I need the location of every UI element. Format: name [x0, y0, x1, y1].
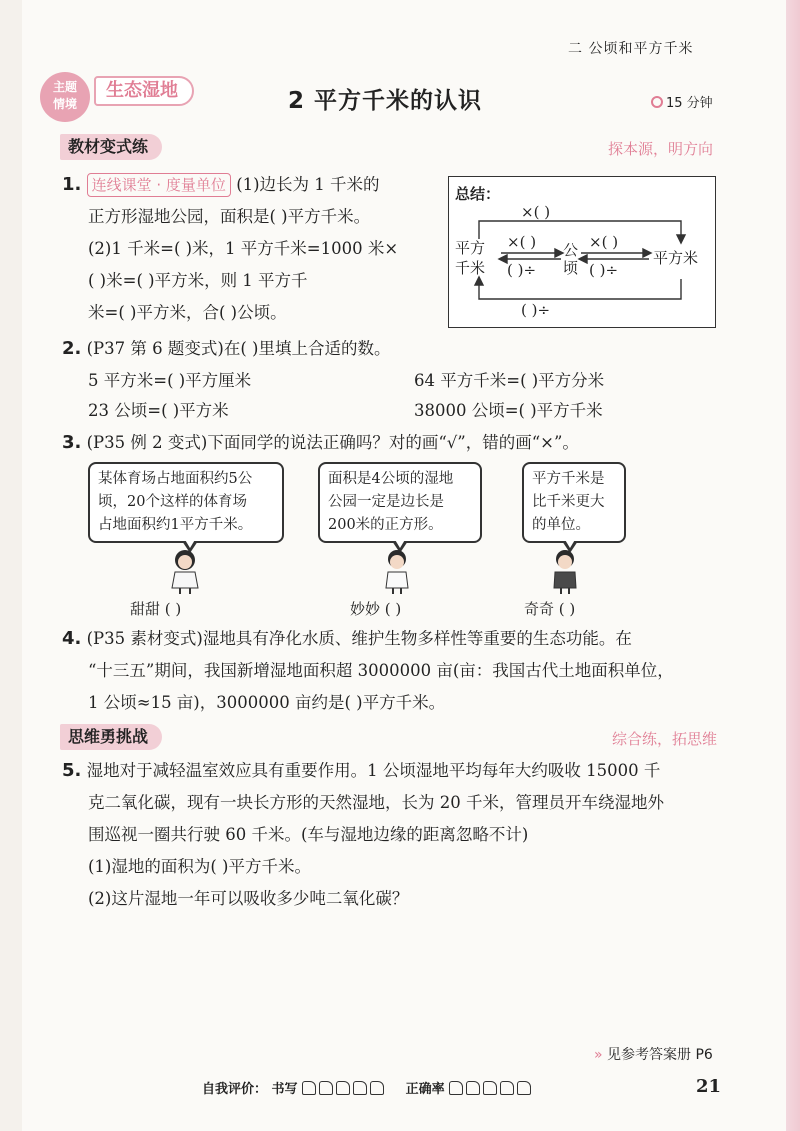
top-arrow-head	[677, 235, 685, 243]
question-2-stem: (P37 第 6 题变式)在( )里填上合适的数。	[86, 339, 391, 358]
question-5-sub-1: (1)湿地的面积为( )平方千米。	[88, 857, 311, 876]
question-5-text-2: 克二氧化碳，现有一块长方形的天然湿地，长为 20 千米，管理员开车绕湿地外	[88, 793, 664, 812]
double-chevron-icon: »	[594, 1047, 603, 1063]
bubble-2-line-2: 公园一定是边长是	[328, 494, 444, 510]
section-hint-2: 综合练，拓思维	[612, 730, 718, 748]
bottom-arrow-line	[479, 279, 681, 299]
question-1-text-4: ( )米=( )平方米，则 1 平方千	[88, 271, 308, 290]
bubble-3-line-3: 的单位。	[532, 517, 590, 533]
summary-left-unit-2: 千米	[455, 259, 486, 277]
question-2-item-4: 38000 公顷=( )平方千米	[414, 401, 603, 420]
bubble-3-line-1: 平方千米是	[532, 471, 605, 487]
question-5-sub-2: (2)这片湿地一年可以吸收多少吨二氧化碳？	[88, 889, 409, 908]
question-2-item-3: 23 公顷=( )平方米	[88, 401, 229, 420]
question-3-stem: (P35 例 2 变式)下面同学的说法正确吗？对的画“√”，错的画“×”。	[86, 433, 579, 452]
page-number: 21	[696, 1076, 722, 1097]
question-1-text-5: 米=( )平方米，合( )公顷。	[88, 303, 287, 322]
question-1-text-2: 正方形湿地公园，面积是( )平方千米。	[88, 207, 371, 226]
kid-label-miaomiao: 妙妙 ( )	[350, 600, 402, 618]
speech-bubble-1	[88, 462, 284, 543]
running-head: 二 公顷和平方千米	[568, 41, 694, 57]
question-5-text-3: 围巡视一圈共行驶 60 千米。(车与湿地边缘的距离忽略不计)	[88, 825, 529, 844]
clock-icon	[651, 96, 663, 108]
thumb-icon[interactable]	[336, 1081, 350, 1095]
question-1-tag: 连线课堂 · 度量单位	[87, 173, 231, 197]
question-5-number: 5.	[62, 760, 82, 781]
thumb-icon[interactable]	[500, 1081, 514, 1095]
self-evaluation	[202, 1078, 534, 1097]
lesson-title: 2 平方千米的认识	[288, 88, 483, 114]
summary-left-unit-1: 平方	[455, 239, 486, 257]
topic-badge	[40, 72, 90, 122]
girl-miaomiao-illustration	[380, 548, 414, 594]
question-4-text-1: (P35 素材变式)湿地具有净化水质、维护生物多样性等重要的生态功能。在	[86, 629, 632, 648]
question-1-text-1: (1)边长为 1 千米的	[236, 175, 380, 194]
question-2-number: 2.	[62, 338, 82, 359]
question-1-text-3: (2)1 千米=( )米，1 平方千米=1000 米×	[88, 239, 399, 258]
bubble-1-line-3: 占地面积约1平方千米。	[98, 517, 253, 533]
bottom-arrow-head	[475, 277, 483, 285]
kid-label-tiantian: 甜甜 ( )	[130, 600, 182, 618]
section-title-1: 教材变式练	[60, 134, 162, 160]
bubble-1-line-1: 某体育场占地面积约5公	[98, 471, 253, 487]
section-hint-1: 探本源，明方向	[608, 140, 714, 158]
question-2-stem-row	[62, 334, 390, 364]
topic-badge-line1: 主题	[52, 80, 77, 94]
accuracy-label: 正确率	[405, 1082, 445, 1097]
summary-box	[448, 176, 716, 328]
question-1-line-1	[62, 170, 380, 200]
girl-tiantian-illustration	[168, 548, 202, 594]
bubble-3-line-2: 比千米更大	[532, 494, 605, 510]
bubble-1-line-2: 顷，20个这样的体育场	[98, 494, 247, 510]
question-4-text-2: “十三五”期间，我国新增湿地面积超 3000000 亩(亩：我国古代土地面积单位，	[88, 661, 674, 680]
summary-mid-mul-2: ×( )	[589, 233, 619, 251]
speech-bubble-3	[522, 462, 626, 543]
thumb-icon[interactable]	[483, 1081, 497, 1095]
mid-arrow-1-forward-head	[555, 249, 563, 257]
topic-badge-line2: 情境	[52, 97, 77, 111]
mid-arrow-1-back-head	[499, 255, 507, 263]
thumb-icon[interactable]	[302, 1081, 316, 1095]
self-eval-label: 自我评价：	[202, 1082, 268, 1097]
kid-label-qiqi: 奇奇 ( )	[524, 600, 576, 618]
summary-bottom-label: ( )÷	[521, 301, 551, 319]
thumb-icon[interactable]	[370, 1081, 384, 1095]
page-edge-stripe	[786, 0, 800, 1131]
thumb-icon[interactable]	[517, 1081, 531, 1095]
question-3-number: 3.	[62, 432, 82, 453]
question-1-number: 1.	[62, 174, 82, 195]
question-2-item-2: 64 平方千米=( )平方分米	[414, 371, 605, 390]
thumb-icon[interactable]	[466, 1081, 480, 1095]
timer-text: 15 分钟	[666, 96, 713, 111]
question-5-line-1-row	[62, 756, 660, 786]
summary-mid-unit-2: 顷	[563, 259, 579, 277]
summary-mid-unit-1: 公	[563, 241, 579, 259]
answer-reference	[594, 1044, 713, 1064]
question-4-text-3: 1 公顷≈15 亩)，3000000 亩约是( )平方千米。	[88, 693, 446, 712]
question-4-line-1-row	[62, 624, 632, 654]
bubble-2-line-3: 200米的正方形。	[328, 517, 443, 533]
question-4-number: 4.	[62, 628, 82, 649]
writing-label: 书写	[271, 1082, 298, 1097]
summary-top-label: ×( )	[521, 203, 551, 221]
answer-reference-text: 见参考答案册 P6	[607, 1047, 713, 1063]
thumb-icon[interactable]	[449, 1081, 463, 1095]
boy-qiqi-illustration	[548, 548, 582, 594]
summary-right-unit: 平方米	[653, 249, 699, 267]
summary-title: 总结：	[455, 185, 501, 203]
summary-mid-div-1: ( )÷	[507, 261, 537, 279]
speech-bubble-2	[318, 462, 482, 543]
thumb-icon[interactable]	[353, 1081, 367, 1095]
topic-name: 生态湿地	[94, 76, 194, 106]
question-2-item-1: 5 平方米=( )平方厘米	[88, 371, 252, 390]
bubble-2-line-1: 面积是4公顷的湿地	[328, 471, 454, 487]
thumb-icon[interactable]	[319, 1081, 333, 1095]
summary-mid-mul-1: ×( )	[507, 233, 537, 251]
mid-arrow-2-forward-head	[643, 249, 651, 257]
mid-arrow-2-back-head	[579, 255, 587, 263]
section-title-2: 思维勇挑战	[60, 724, 162, 750]
summary-mid-div-2: ( )÷	[589, 261, 619, 279]
question-3-stem-row	[62, 428, 579, 458]
question-5-text-1: 湿地对于减轻温室效应具有重要作用。1 公顷湿地平均每年大约吸收 15000 千	[86, 761, 661, 780]
timer	[651, 92, 713, 111]
